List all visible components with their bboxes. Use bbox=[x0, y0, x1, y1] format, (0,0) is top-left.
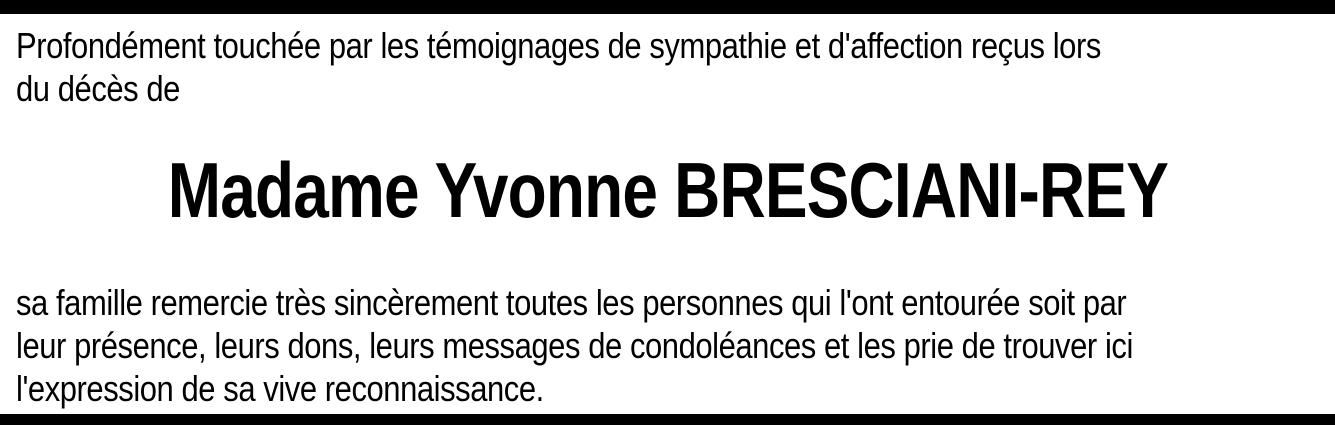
thanks-paragraph bbox=[16, 281, 1335, 410]
thanks-line: leur présence, leurs dons, leurs messages de condoléances et les prie de trouver ici bbox=[16, 325, 1133, 366]
top-rule-bar bbox=[0, 0, 1335, 14]
intro-line: du décès de bbox=[16, 68, 180, 109]
thanks-line: l'expression de sa vive reconnaissance. bbox=[16, 368, 544, 409]
intro-line: Profondément touchée par les témoignages de sympathie et d'affection reçus lors bbox=[16, 25, 1101, 66]
deceased-name-headline-wrap bbox=[0, 146, 1335, 234]
intro-paragraph bbox=[16, 24, 1335, 110]
bottom-rule-bar bbox=[0, 414, 1335, 425]
thanks-line: sa famille remercie très sincèrement toutes les personnes qui l'ont entourée soit par bbox=[16, 282, 1127, 323]
deceased-name-headline: Madame Yvonne BRESCIANI-REY bbox=[167, 146, 1168, 234]
